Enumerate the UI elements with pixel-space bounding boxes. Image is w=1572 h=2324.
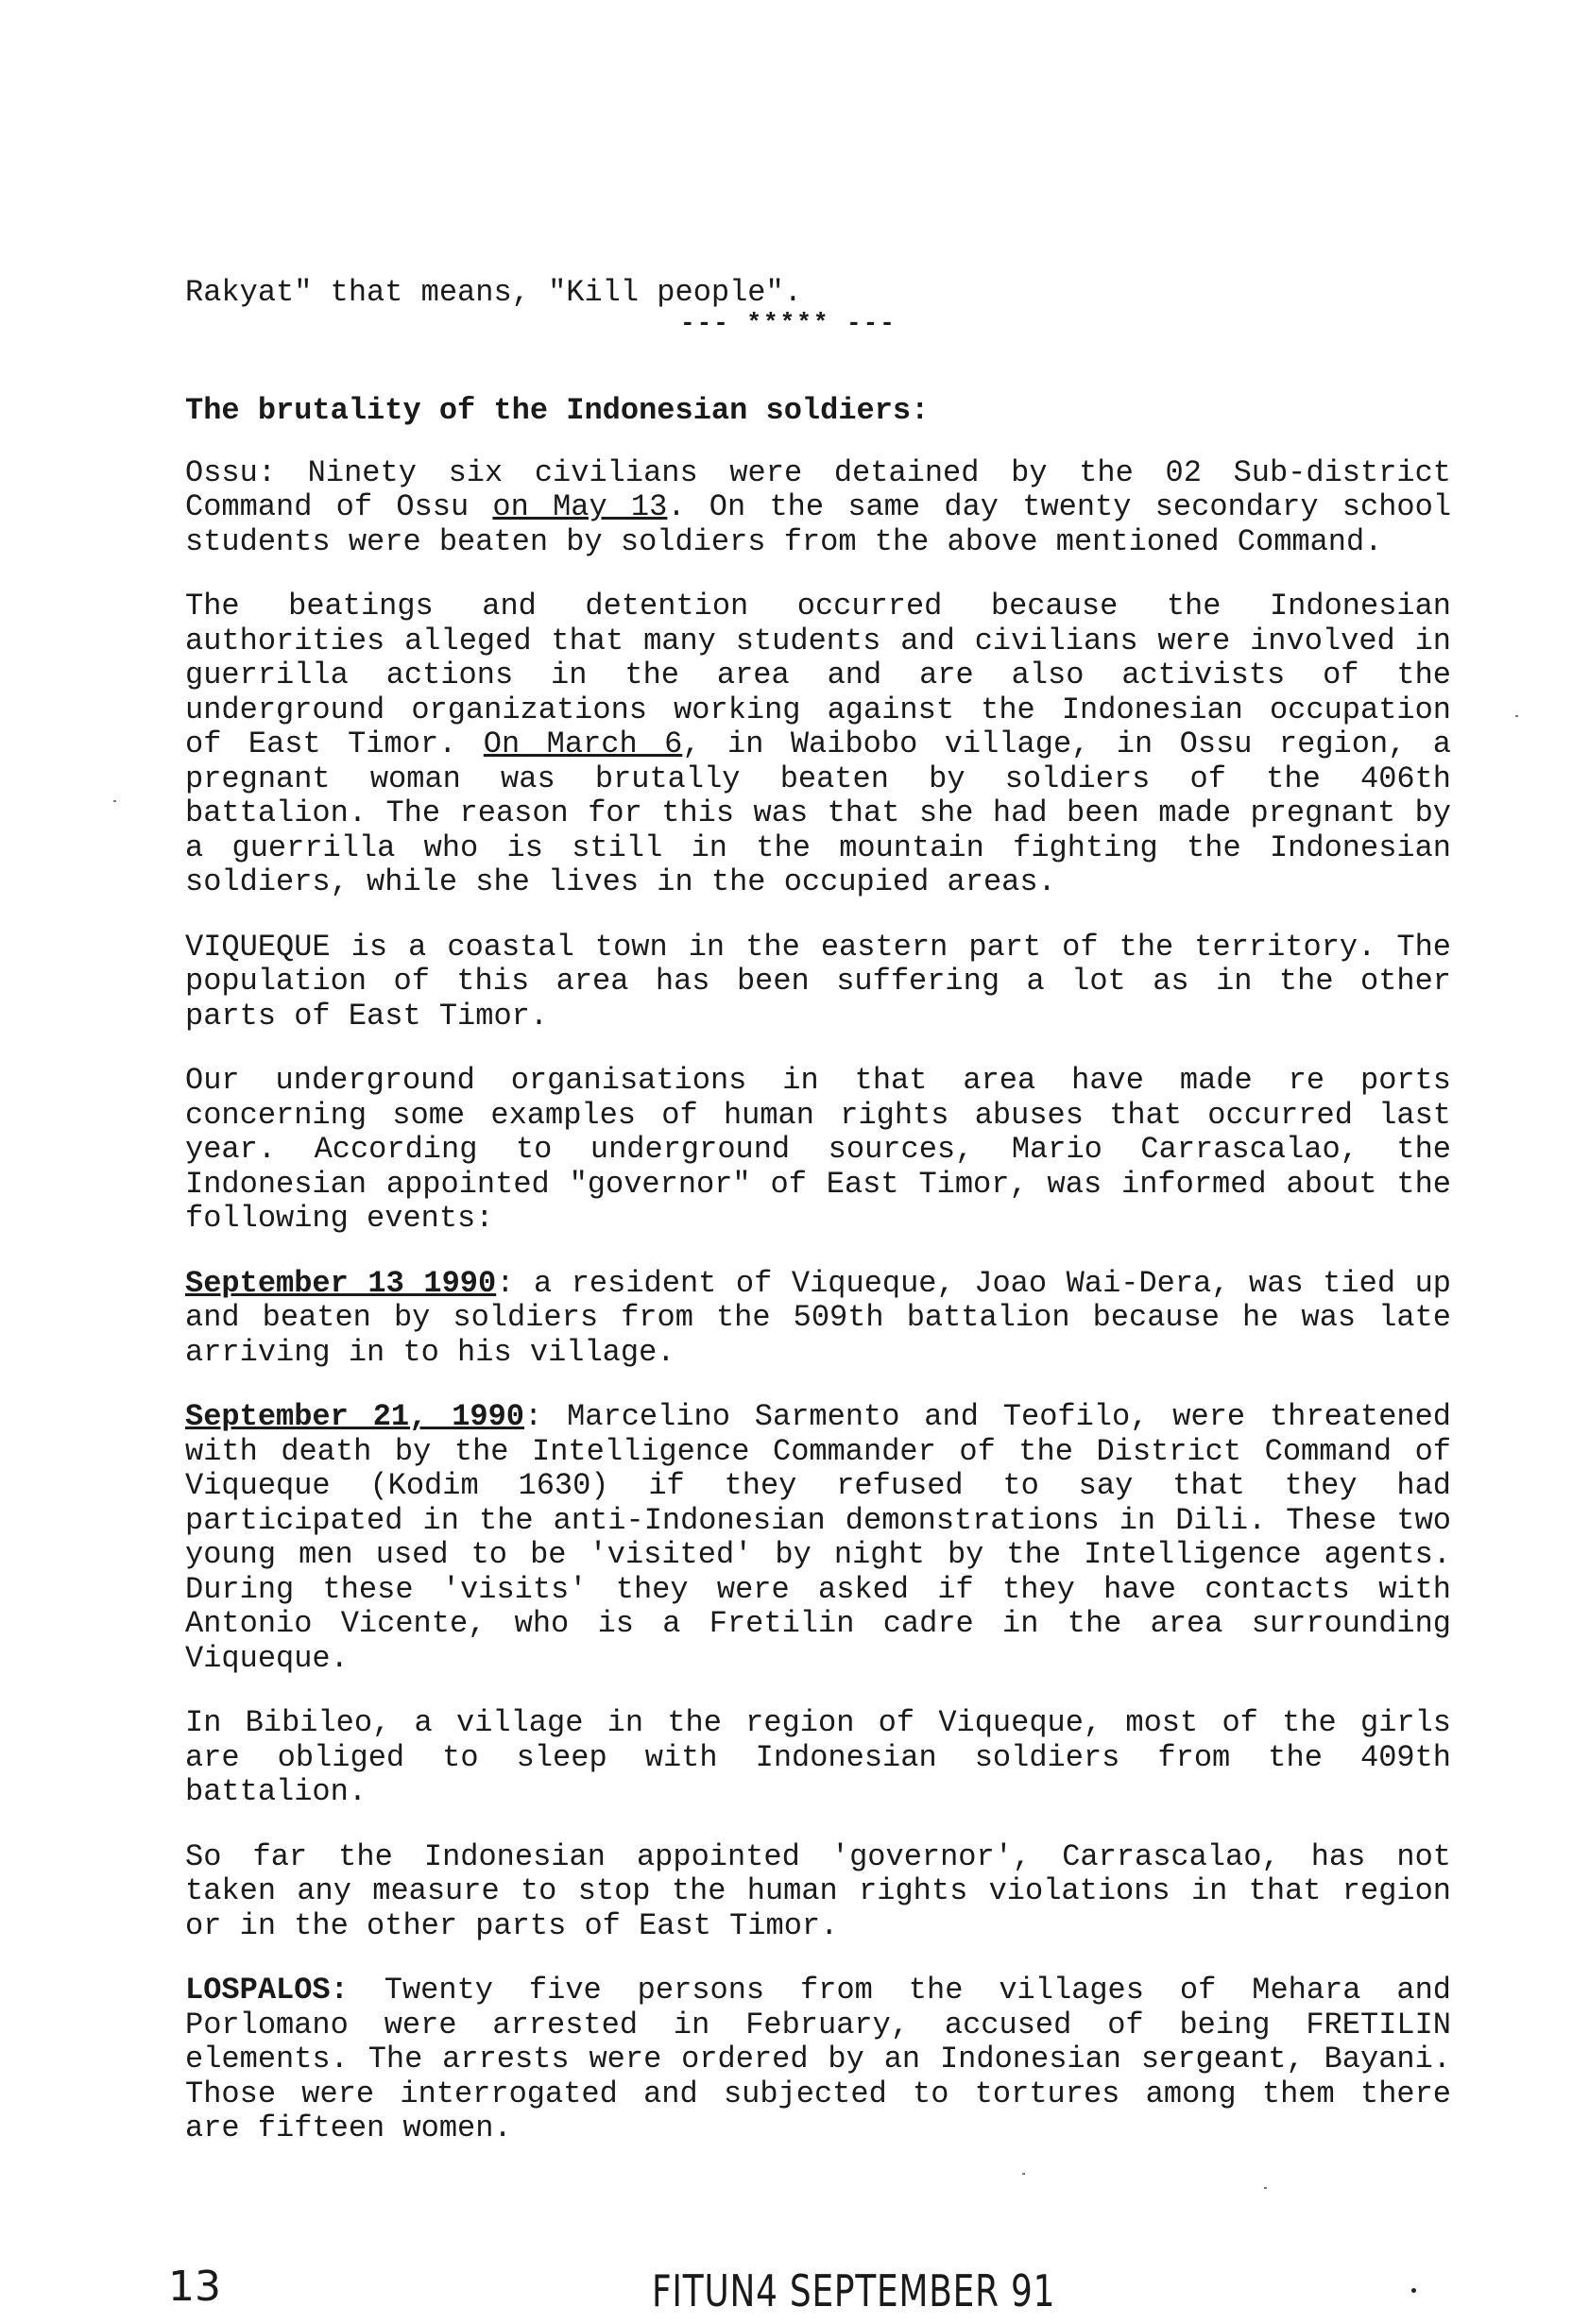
- ossu-p2-date: On March 6: [483, 726, 683, 761]
- ossu-p2-end: , in Waibobo village, in Ossu region, a pregnant woman was brutally beaten by soldiers of the 406th battalion. The reason for this was that she had been made pregnant by a guerrilla who is still in the mountain fighting the Indonesian soldiers, while she lives in the occupied areas.: [185, 726, 1451, 899]
- governor-paragraph: So far the Indonesian appointed 'governor', Carrascalao, has not taken any measure to stop the human rights violations in that region or in the other parts of East Timor.: [185, 1838, 1451, 1943]
- page-number: 13: [168, 2263, 221, 2311]
- ossu-p1-date: on May 13: [492, 489, 668, 524]
- lospalos-text: Twenty five persons from the villages of Mehara and Porlomano were arrested in February, accused of being FRETILIN elements. The arrests were ordered by an Indonesian sergeant, Bayani. Those were interrogated and subjected to tortures among them there are fifteen women.: [185, 1973, 1451, 2145]
- ossu-p2-start: The beatings and detention occurred because the Indonesian authorities alleged that many students and civilians were involved in guerrilla actions in the area and are also activists of the underground organizations working against the Indonesian occupation of East Timor.: [185, 589, 1451, 761]
- scan-speck: [1515, 715, 1518, 717]
- lospalos-paragraph: [185, 1974, 1451, 2146]
- viqueque-event-2: [185, 1400, 1451, 1676]
- section-heading: The brutality of the Indonesian soldiers:: [185, 392, 930, 428]
- section-separator: --- ***** ---: [680, 308, 897, 337]
- event-2-text: : Marcelino Sarmento and Teofilo, were threatened with death by the Intelligence Commander of the District Command of Viqueque (Kodim 1630) if they refused to say that they had participated in the anti-Indonesian demonstrations in Dili. These two young men used to be 'visited' by night by the Intelligence agents. During these 'visits' they were asked if they have contacts with Antonio Vicente, who is a Fretilin cadre in the area surrounding Viqueque.: [185, 1399, 1452, 1676]
- document-page: [185, 276, 1451, 2146]
- viqueque-intro: VIQUEQUE is a coastal town in the eastern part of the territory. The population of this area has been suffering a lot as in the other parts of East Timor.: [185, 929, 1451, 1034]
- scan-speck: [1264, 2187, 1267, 2189]
- opening-line: Rakyat" that means, "Kill people".: [185, 275, 802, 310]
- scan-speck: [113, 800, 116, 802]
- event-1-text: : a resident of Viqueque, Joao Wai-Dera, was tied up and beaten by soldiers from the 509th battalion because he was late arriving in to his village.: [185, 1265, 1452, 1370]
- event-1-date: September 13 1990: [185, 1265, 497, 1301]
- footer-title: FITUN4 SEPTEMBER 91: [652, 2265, 1056, 2316]
- bibileo-paragraph: In Bibileo, a village in the region of Viqueque, most of the girls are obliged to sleep with Indonesian soldiers from the 409th battalion.: [185, 1705, 1451, 1809]
- event-2-date: September 21, 1990: [185, 1399, 525, 1434]
- ossu-paragraph-1: [185, 456, 1451, 560]
- ossu-paragraph-2: [185, 590, 1451, 900]
- viqueque-event-1: [185, 1267, 1451, 1371]
- stray-mark: [1411, 2288, 1416, 2293]
- ossu-p1-start: Ossu: Ninety six civilians were detained by the 02 Sub-district Command of Ossu: [185, 454, 1451, 524]
- scan-speck: [1022, 2173, 1025, 2175]
- viqueque-reports: Our underground organisations in that area have made re ports concerning some examples of human rights abuses that occurred last year. According to underground sources, Mario Carrascalao, the Indonesian appointed "governor" of East Timor, was informed about the following events:: [185, 1063, 1451, 1236]
- lospalos-label: LOSPALOS:: [185, 1973, 349, 2008]
- ossu-p1-end: . On the same day twenty secondary school students were beaten by soldiers from the above mentioned Command.: [185, 489, 1452, 559]
